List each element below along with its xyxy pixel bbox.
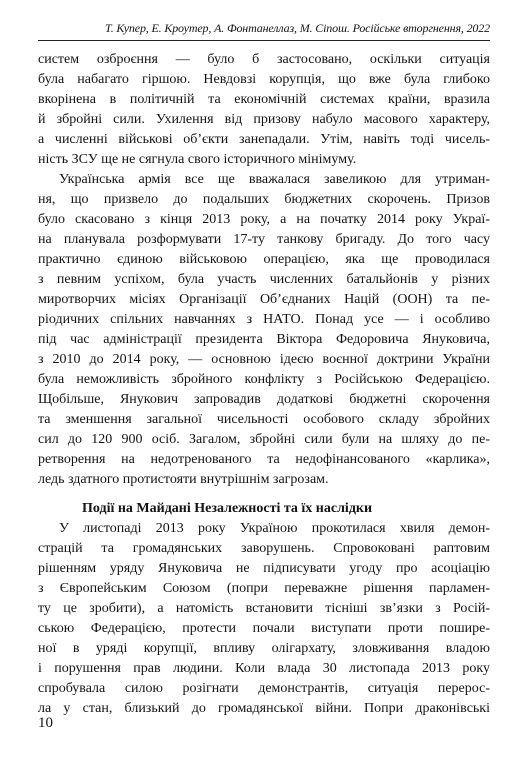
text-line: та зменшення загальної чисельності особового складу збройних [38,412,490,427]
body-text [38,50,490,719]
text-line: ної в уряді корупції, впливу олігархату, зловживання владою [38,641,490,656]
text-line: ла у стан, близький до громадянської війни. Попри драконівські [38,701,490,716]
text-line: вкорінена в політичній та економічній системах країни, вразила [38,92,490,107]
text-line: ріодичних спільних навчаннях з НАТО. Понад усе — і особливо [38,312,490,327]
text-line: практично єдиною військовою операцією, яка ще проводилася [38,252,490,267]
text-line: була набагато гіршою. Невдовзі корупція, що вже була глибоко [38,72,490,87]
text-line: під час адміністрації президента Віктора Федоровича Януковича, [38,332,490,347]
text-line: і порушення прав людини. Коли влада 30 листопада 2013 року [38,661,490,676]
text-line: з Європейським Союзом (попри переважне рішення парламен- [38,581,490,596]
paragraph-1 [38,50,490,170]
text-line: а численні військові об’єкти занепадали. Утім, навіть тоді чисель- [38,132,490,147]
text-line: ською Федерацією, протести почали виступати проти пошире- [38,621,490,636]
header-rule [38,40,490,41]
text-line: з 2010 до 2014 року, — основною ідеєю воєнної доктрини України [38,352,490,367]
text-line: ледь здатного протистояти внутрішнім загрозам. [38,472,329,487]
text-line: було скасовано з кінця 2013 року, а на початку 2014 року Украї- [38,212,490,227]
text-line: сил до 120 900 осіб. Загалом, збройні сили були на шляху до пе- [38,432,490,447]
text-line: з певним успіхом, була участь численних батальйонів у різних [38,272,490,287]
paragraph-2 [38,170,490,490]
page-number: 10 [38,715,53,731]
text-line: рішенням уряду Януковича не підписувати угоду про асоціацію [38,561,490,576]
text-line: спробувала силою розігнати демонстрантів, ситуація перерос- [38,681,490,696]
running-head: Т. Купер, Е. Кроутер, А. Фонтанеллаз, М. Сіпош. Російське вторгнення, 2022 [104,21,490,35]
text-line: ретворення на недотренованого та недофінансованого «карлика», [38,452,490,467]
text-line: й збройні сили. Ухилення від призову набуло масового характеру, [38,112,490,127]
text-line: на планувала розформувати 17-ту танкову бригаду. До того часу [38,232,490,247]
text-line: миротворчих місіях Організації Об’єднаних Націй (ООН) та пе- [38,292,490,307]
text-line: Щобільше, Янукович запровадив додаткові бюджетні скорочення [38,392,490,407]
text-line: систем озброєння — було б застосовано, оскільки ситуація [38,52,490,67]
text-line: У листопаді 2013 року Україною прокотилася хвиля демон- [59,521,490,536]
text-line: ність ЗСУ ще не сягнула свого історичного мінімуму. [38,152,357,167]
text-line: страцій та громадянських заворушень. Спровоковані раптовим [38,541,490,556]
paragraph-3 [38,519,490,719]
section-spacer [38,490,490,499]
text-line: ту це зробити), а натомість встановити тісніші зв’язки з Росій- [38,601,490,616]
text-line: була неможливість збройного конфлікту з Російською Федерацією. [38,372,490,387]
text-line: ня, що призвело до подальших бюджетних скорочень. Призов [38,192,490,207]
section-heading: Події на Майдані Незалежності та їх наслідки [82,501,373,516]
text-line: Українська армія все ще вважалася завеликою для утриман- [59,172,490,187]
